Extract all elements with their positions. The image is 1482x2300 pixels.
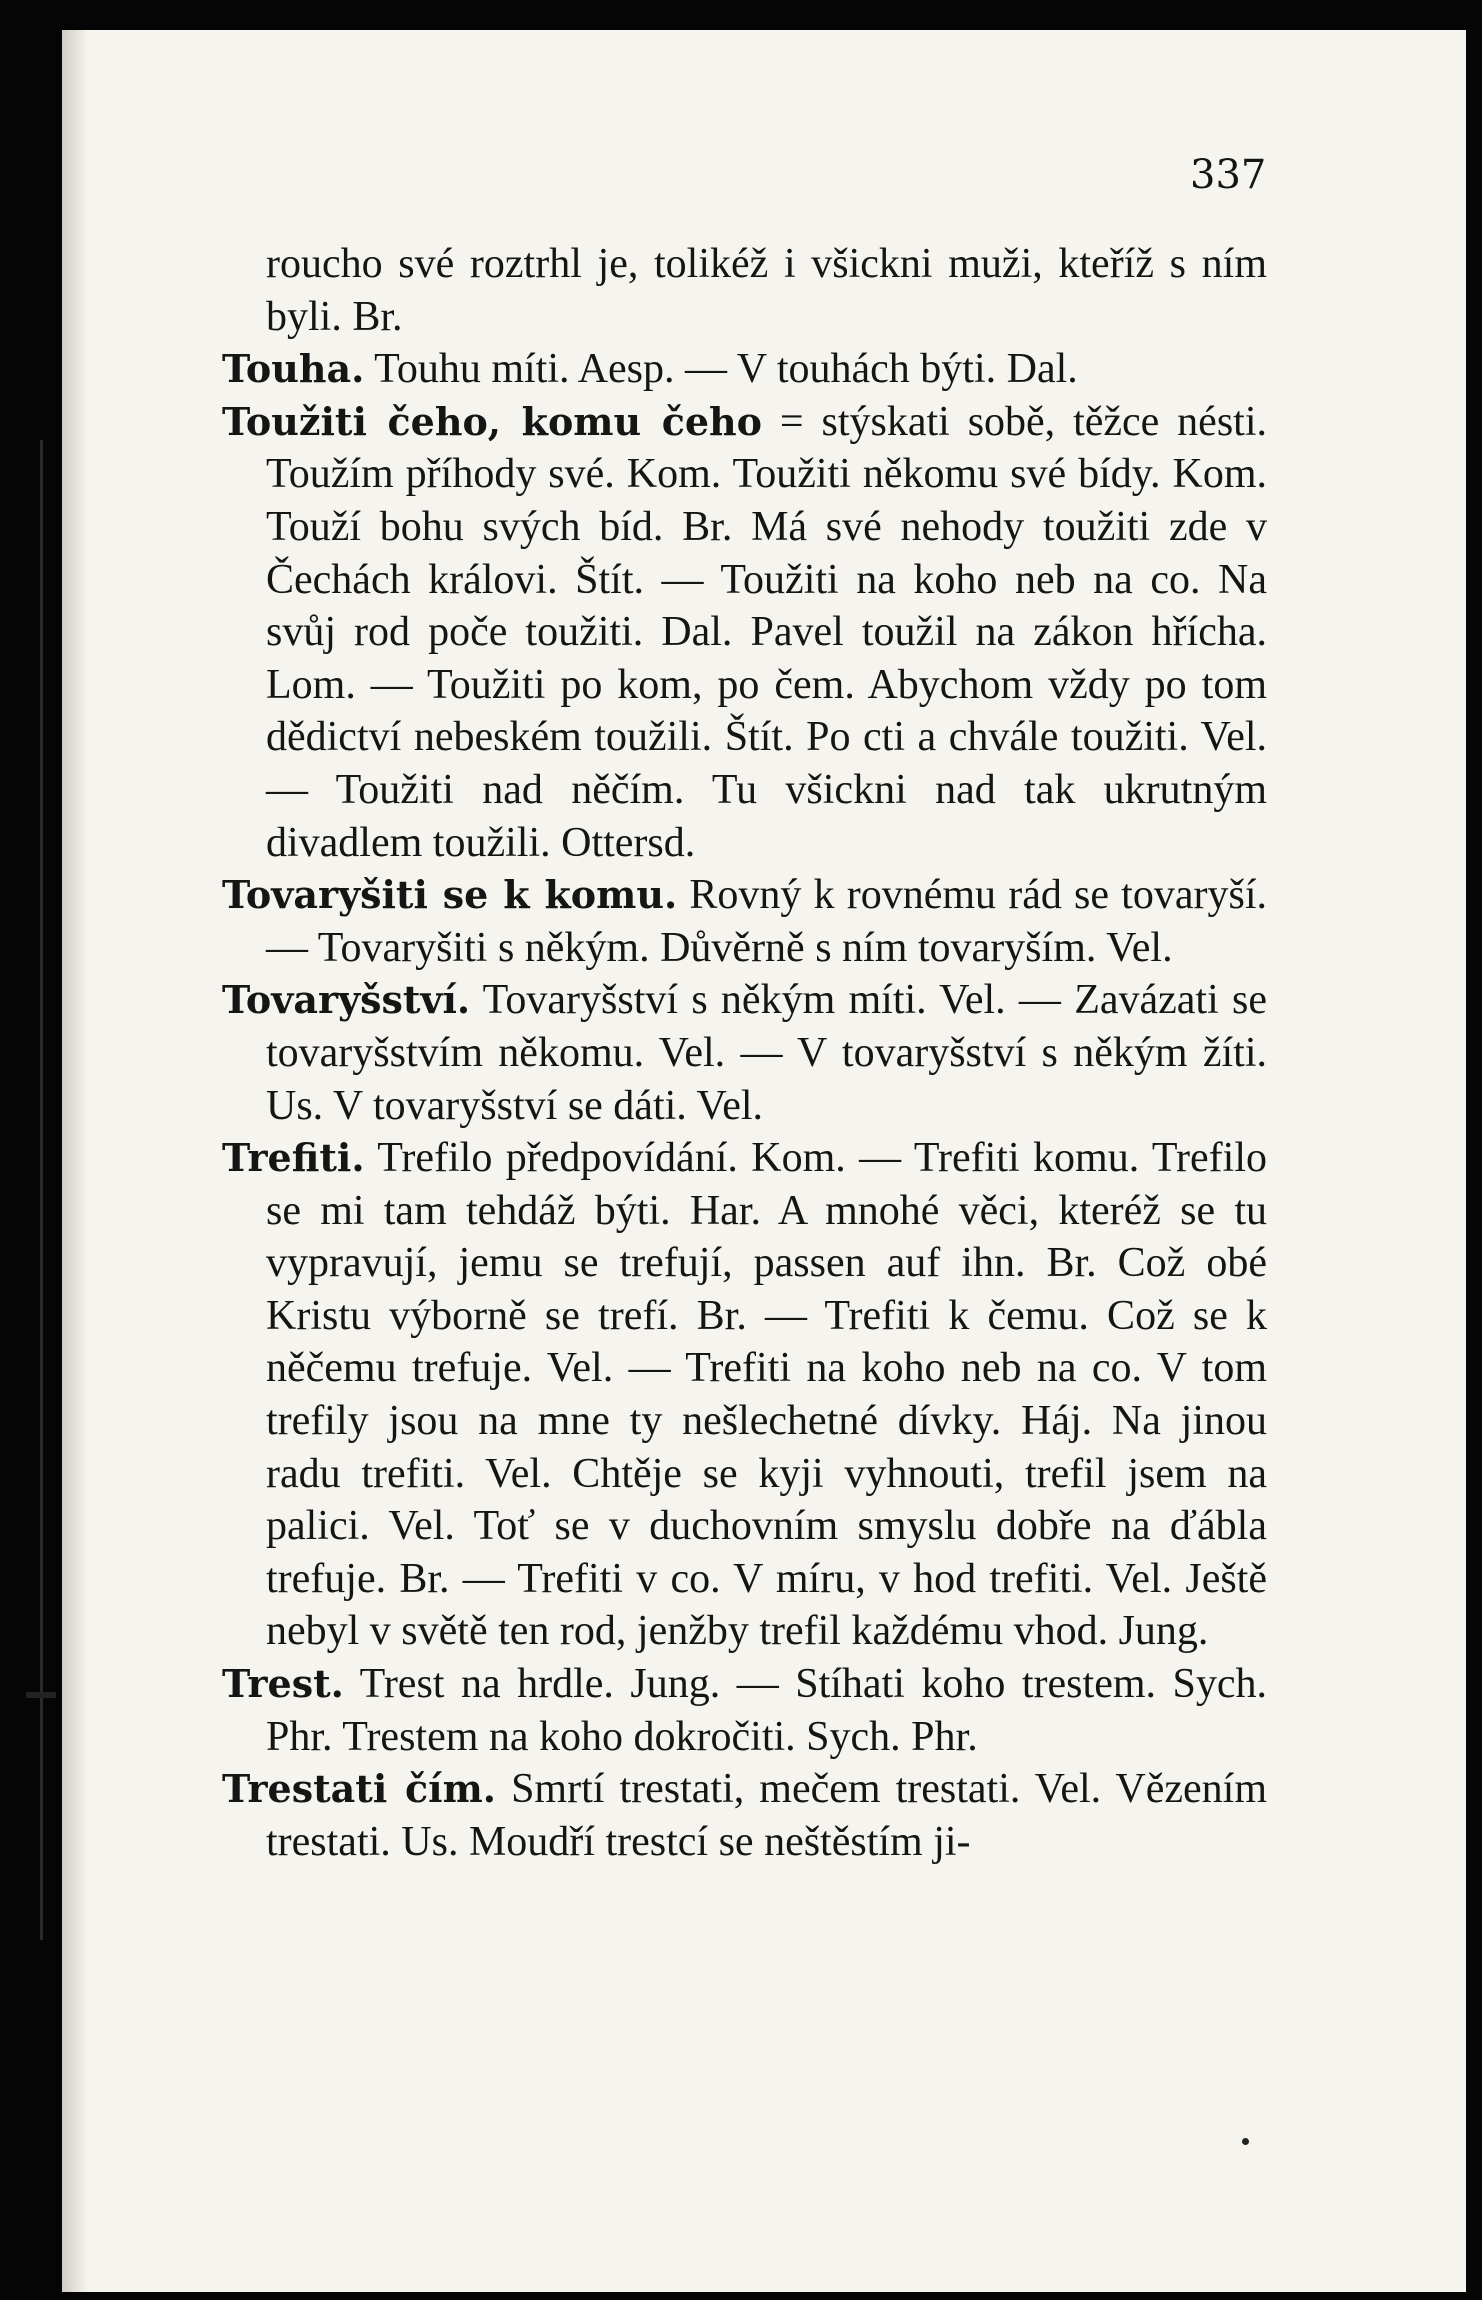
dictionary-entry xyxy=(222,1763,1267,1868)
entry-text: Rovný k rovnému rád se tovaryší. — Tovaryšiti s někým. Důvěrně s ním tovaryším. Vel. xyxy=(266,872,1267,971)
gutter-shadow xyxy=(62,30,88,2292)
entry-headword: Toužiti čeho, komu čeho xyxy=(222,398,763,444)
dictionary-entry xyxy=(222,343,1267,396)
dictionary-entry xyxy=(222,238,1267,343)
entry-text: Smrtí trestati, mečem trestati. Vel. Vězením trestati. Us. Moudří trestcí se neštěstím ji- xyxy=(266,1766,1267,1865)
entry-text: Trefilo předpovídání. Kom. — Trefiti komu. Trefilo se mi tam tehdáž býti. Har. A mnohé věci, kteréž se tu vypravují, jemu se trefují, passen auf ihn. Br. Což obé Kristu výborně se trefí. Br. — Trefiti k čemu. Což se k něčemu trefuje. Vel. — Trefiti na koho neb na co. V tom trefily jsou na mne ty nešlechetné dívky. Háj. Na jinou radu trefiti. Vel. Chtěje se kyji vyhnouti, trefil jsem na palici. Vel. Toť se v duchovním smyslu dobře na ďábla trefuje. Br. — Trefiti v co. V míru, v hod trefiti. Vel. Ještě nebyl v světě ten rod, jenžby trefil každému vhod. Jung. xyxy=(266,1135,1267,1655)
entry-headword: Tovaryšství. xyxy=(222,977,471,1023)
page-number: 337 xyxy=(1190,152,1267,198)
dictionary-entry xyxy=(222,974,1267,1132)
entry-headword: Trefiti. xyxy=(222,1135,365,1181)
dictionary-entry xyxy=(222,869,1267,974)
entry-text: Touhu míti. Aesp. — V touhách býti. Dal. xyxy=(374,346,1078,393)
dictionary-entry xyxy=(222,1658,1267,1763)
entry-headword: Trest. xyxy=(222,1661,344,1707)
dictionary-entry xyxy=(222,396,1267,869)
entry-headword: Touha. xyxy=(222,346,365,392)
dictionary-entry xyxy=(222,1132,1267,1658)
entry-headword: Tovaryšiti se k komu. xyxy=(222,872,678,918)
margin-dot xyxy=(1242,2138,1249,2145)
entry-text: = stýskati sobě, těžce nésti. Toužím příhody své. Kom. Toužiti někomu své bídy. Kom. Touží bohu svých bíd. Br. Má své nehody toužiti zde v Čechách královi. Štít. — Toužiti na koho neb na co. Na svůj rod poče toužiti. Dal. Pavel toužil na zákon hřícha. Lom. — Toužiti po kom, po čem. Abychom vždy po tom dědictví nebeském toužili. Štít. Po cti a chvále toužiti. Vel. — Toužiti nad něčím. Tu všickni nad tak ukrutným divadlem toužili. Ottersd. xyxy=(266,398,1267,866)
entry-headword: Trestati čím. xyxy=(222,1766,497,1812)
entry-text: Trest na hrdle. Jung. — Stíhati koho trestem. Sych. Phr. Trestem na koho dokročiti. Sych. Phr. xyxy=(266,1661,1267,1760)
dictionary-text xyxy=(222,238,1267,1868)
binding-mark xyxy=(26,1692,56,1698)
entry-text: Tovaryšství s někým míti. Vel. — Zavázati se tovaryšstvím někomu. Vel. — V tovaryšství s někým žíti. Us. V tovaryšství se dáti. Vel. xyxy=(266,977,1267,1129)
binding-edge xyxy=(40,440,43,1940)
entry-text: roucho své roztrhl je, tolikéž i všickni muži, kteříž s ním byli. Br. xyxy=(266,241,1267,340)
